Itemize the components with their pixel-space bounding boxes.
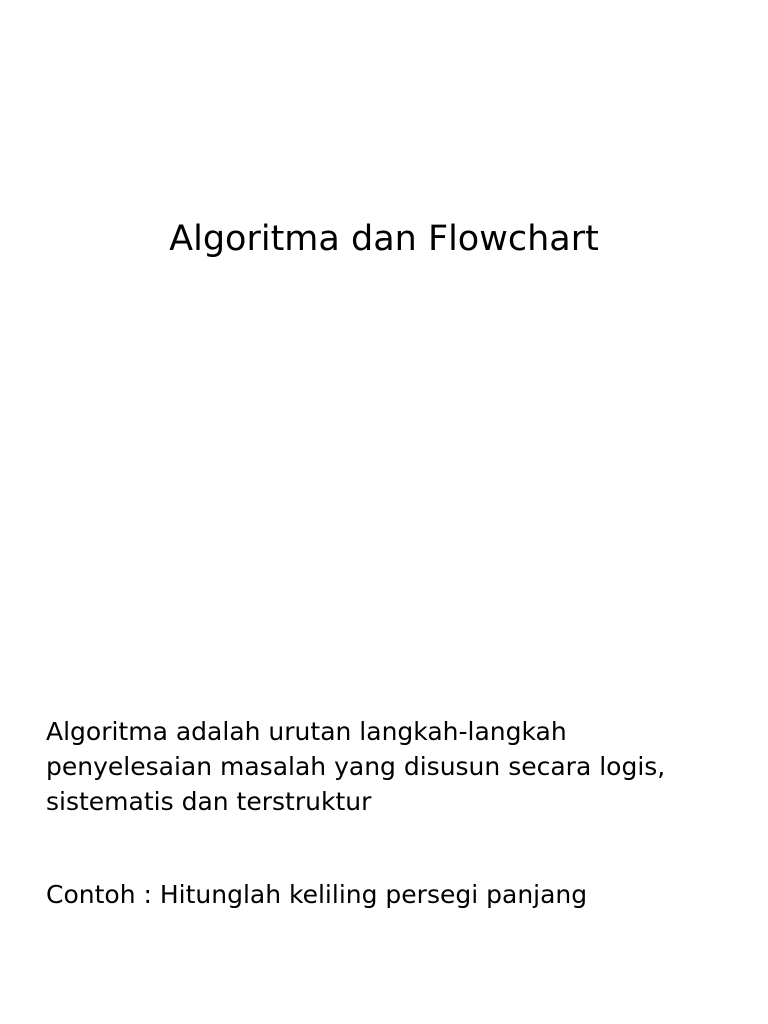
slide-title: Algoritma dan Flowchart [169, 219, 599, 259]
definition-line: sistematis dan terstruktur [46, 787, 372, 816]
example-text: Contoh : Hitunglah keliling persegi panjang [46, 880, 588, 909]
definition-line: Algoritma adalah urutan langkah-langkah [46, 717, 567, 746]
definition-line: penyelesaian masalah yang disusun secara logis, [46, 752, 666, 781]
definition-text [46, 714, 746, 819]
